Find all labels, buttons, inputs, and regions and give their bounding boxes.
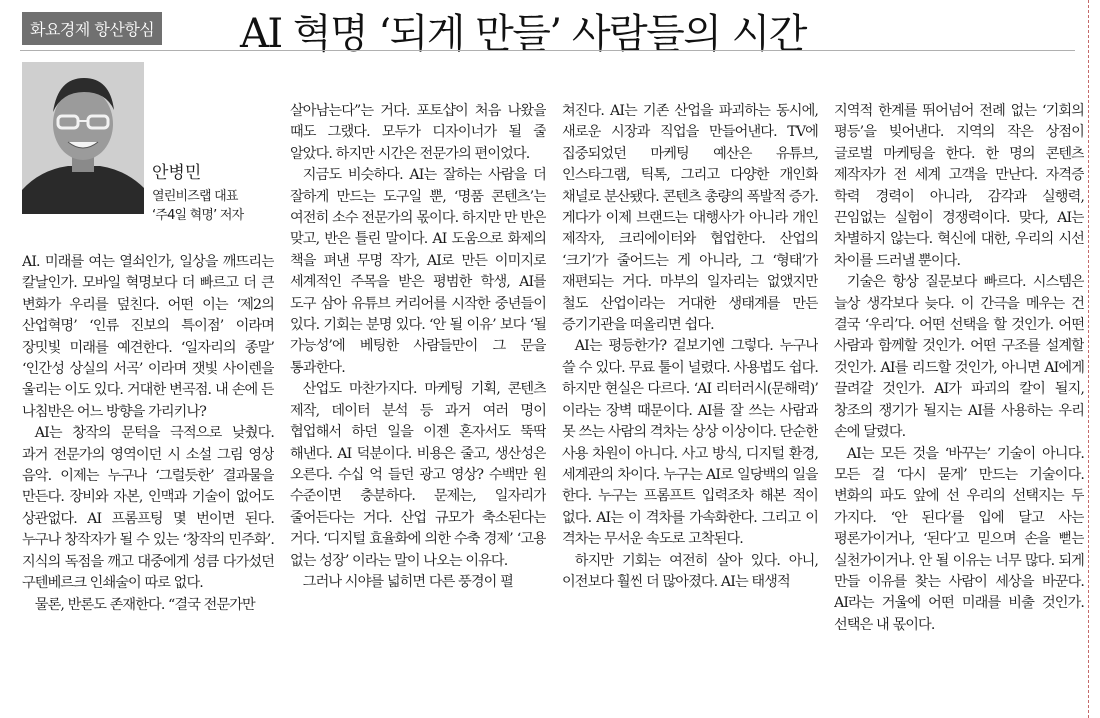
paragraph: AI는 모든 것을 ‘바꾸는’ 기술이 아니다. 모든 걸 ‘다시 묻게’ 만드는 기술이다. 변화의 파도 앞에 선 우리의 선택지는 두 가지다. ‘안 된다’를 입에 달고 사는 평론가이거나, ‘된다’고 믿으며 손을 뻗는 실천가이거나. 안 될 이유는 너무 많다. 되게 만들 이유를 찾는 사람이 세상을 바꾼다. AI라는 거울에 어떤 미래를 비출 것인가. 선택은 내 몫이다. [834, 445, 1084, 633]
author-photo [22, 62, 144, 214]
paragraph: 기술은 항상 질문보다 빠르다. 시스템은 늘상 생각보다 늦다. 이 간극을 메우는 건 결국 ‘우리’다. 어떤 선택을 할 것인가. 어떤 사람과 함께할 것인가. 어떤 구조를 설계할 것인가. AI를 리드할 것인가, 아니면 AI에게 끌려갈 것인가. AI가 파괴의 칼이 될지, 창조의 쟁기가 될지는 AI를 사용하는 우리 손에 달렸다. [834, 274, 1084, 441]
paragraph: AI는 평등한가? 겉보기엔 그렇다. 누구나 쓸 수 있다. 무료 툴이 널렸다. 사용법도 쉽다. 하지만 현실은 다르다. ‘AI 리터러시(문해력)’ 이라는 장벽 때문이다. AI를 잘 쓰는 사람과 못 쓰는 사람의 격차는 상상 이상이다. 단순한 사용 차원이 아니다. 사고 방식, 디지털 환경, 세계관의 차이다. 누구는 AI로 일당백의 일을 한다. 누구는 프롬프트 입력조차 해본 적이 없다. AI는 이 격차를 가속화한다. 그리고 이 격차는 무서운 속도로 고착된다. [562, 338, 818, 548]
article-column-1 [22, 252, 274, 714]
paragraph: 물론, 반론도 존재한다. “결국 전문가만 [34, 596, 255, 613]
paragraph: 살아남는다”는 거다. 포토샵이 처음 나왔을 때도 그랬다. 모두가 디자이너가 될 줄 알았다. 하지만 시간은 전문가의 편이었다. [290, 103, 546, 162]
paragraph: AI. 미래를 여는 열쇠인가, 일상을 깨뜨리는 칼날인가. 모바일 혁명보다 더 빠르고 더 큰 변화가 우리를 덮친다. 어떤 이는 ‘제2의 산업혁명’ ‘인류 진보의 특이점’ 이라며 장밋빛 미래를 예견한다. ‘일자리의 종말’ ‘인간성 상실의 서곡’ 이라며 잿빛 사이렌을 울리는 이도 있다. 거대한 변곡점. 내 손에 든 나침반은 어느 방향을 가리키나? [22, 254, 274, 420]
paragraph: 그러나 시야를 넓히면 다른 풍경이 펼 [302, 573, 513, 590]
paragraph: 산업도 마찬가지다. 마케팅 기획, 콘텐츠 제작, 데이터 분석 등 과거 여러 명이 협업해서 하던 일을 이젠 혼자서도 뚝딱 해낸다. AI 덕분이다. 비용은 줄고, 생산성은 오른다. 수십 억 들던 광고 영상? 수백만 원 수준이면 충분하다. 문제는, 일자리가 줄어든다는 거다. 산업 규모가 축소된다는 거다. ‘디지털 효율화에 의한 수축 경제’ ‘고용 없는 성장’ 이라는 말이 나오는 이유다. [290, 381, 546, 569]
headline: AI 혁명 ‘되게 만들’ 사람들의 시간 [240, 11, 806, 57]
paragraph: AI는 창작의 문턱을 극적으로 낮췄다. 과거 전문가의 영역이던 시 소설 그림 영상 음악. 이제는 누구나 ‘그럴듯한’ 결과물을 만든다. 장비와 자본, 인맥과 기술이 없어도 상관없다. AI 프롬프팅 몇 번이면 된다. 누구나 창작자가 될 수 있는 ‘창작의 민주화’. 지식의 독점을 깨고 대중에게 성큼 다가섰던 구텐베르크 인쇄술이 따로 없다. [22, 425, 274, 592]
paragraph: 쳐진다. AI는 기존 산업을 파괴하는 동시에, 새로운 시장과 직업을 만들어낸다. TV에 집중되었던 마케팅 예산은 유튜브, 인스타그램, 틱톡, 그리고 다양한 개인화 채널로 분산됐다. 콘텐츠 총량의 폭발적 증가. 게다가 이제 브랜드는 대행사가 아니라 개인 제작자, 크리에이터와 협업한다. 산업의 ‘크기’가 줄어드는 게 아니라, 그 ‘형태’가 재편되는 거다. 마부의 일자리는 없앴지만 철도 산업이라는 거대한 생태계를 만든 증기기관을 떠올리면 쉽다. [562, 103, 818, 334]
section-tag: 화요경제 항산항심 [22, 12, 162, 45]
paragraph: 하지만 기회는 여전히 살아 있다. 아니, 이전보다 훨씬 더 많아졌다. AI는 태생적 [562, 552, 818, 590]
article-column-3 [562, 101, 818, 714]
paragraph: 지금도 비슷하다. AI는 잘하는 사람을 더 잘하게 만드는 도구일 뿐, ‘명품 콘텐츠’는 여전히 소수 전문가의 몫이다. 하지만 만 반은 맞고, 반은 틀린 말이다. AI 도움으로 화제의 책을 펴낸 무명 작가, AI로 만든 이미지로 세계적인 주목을 받은 평범한 학생, AI를 도구 삼아 유튜브 커리어를 시작한 중년들이 있다. 기회는 분명 있다. ‘안 될 이유’ 보다 ‘될 가능성’에 베팅한 사람들만이 그 문을 통과한다. [290, 167, 546, 376]
author-book: ‘주4일 혁명’ 저자 [152, 208, 244, 223]
header-divider [20, 50, 1075, 51]
article-column-2 [290, 101, 546, 714]
author-name: 안병민 [152, 163, 202, 183]
author-title: 열린비즈랩 대표 [152, 189, 238, 204]
author-info [152, 158, 243, 225]
page-edge-dashed-line [1088, 0, 1089, 718]
article-column-4 [834, 101, 1084, 714]
author-portrait-icon [22, 62, 144, 214]
paragraph: 지역적 한계를 뛰어넘어 전례 없는 ‘기회의 평등’을 빚어낸다. 지역의 작은 상점이 글로벌 마케팅을 한다. 한 명의 콘텐츠 제작자가 전 세계 고객을 만난다. 자격증 학력 경력이 아니라, 감각과 실행력, 끈임없는 실험이 경쟁력이다. 맞다, AI는 차별하지 않는다. 혁신에 대한, 우리의 시선 차이를 드러낼 뿐이다. [834, 103, 1084, 269]
